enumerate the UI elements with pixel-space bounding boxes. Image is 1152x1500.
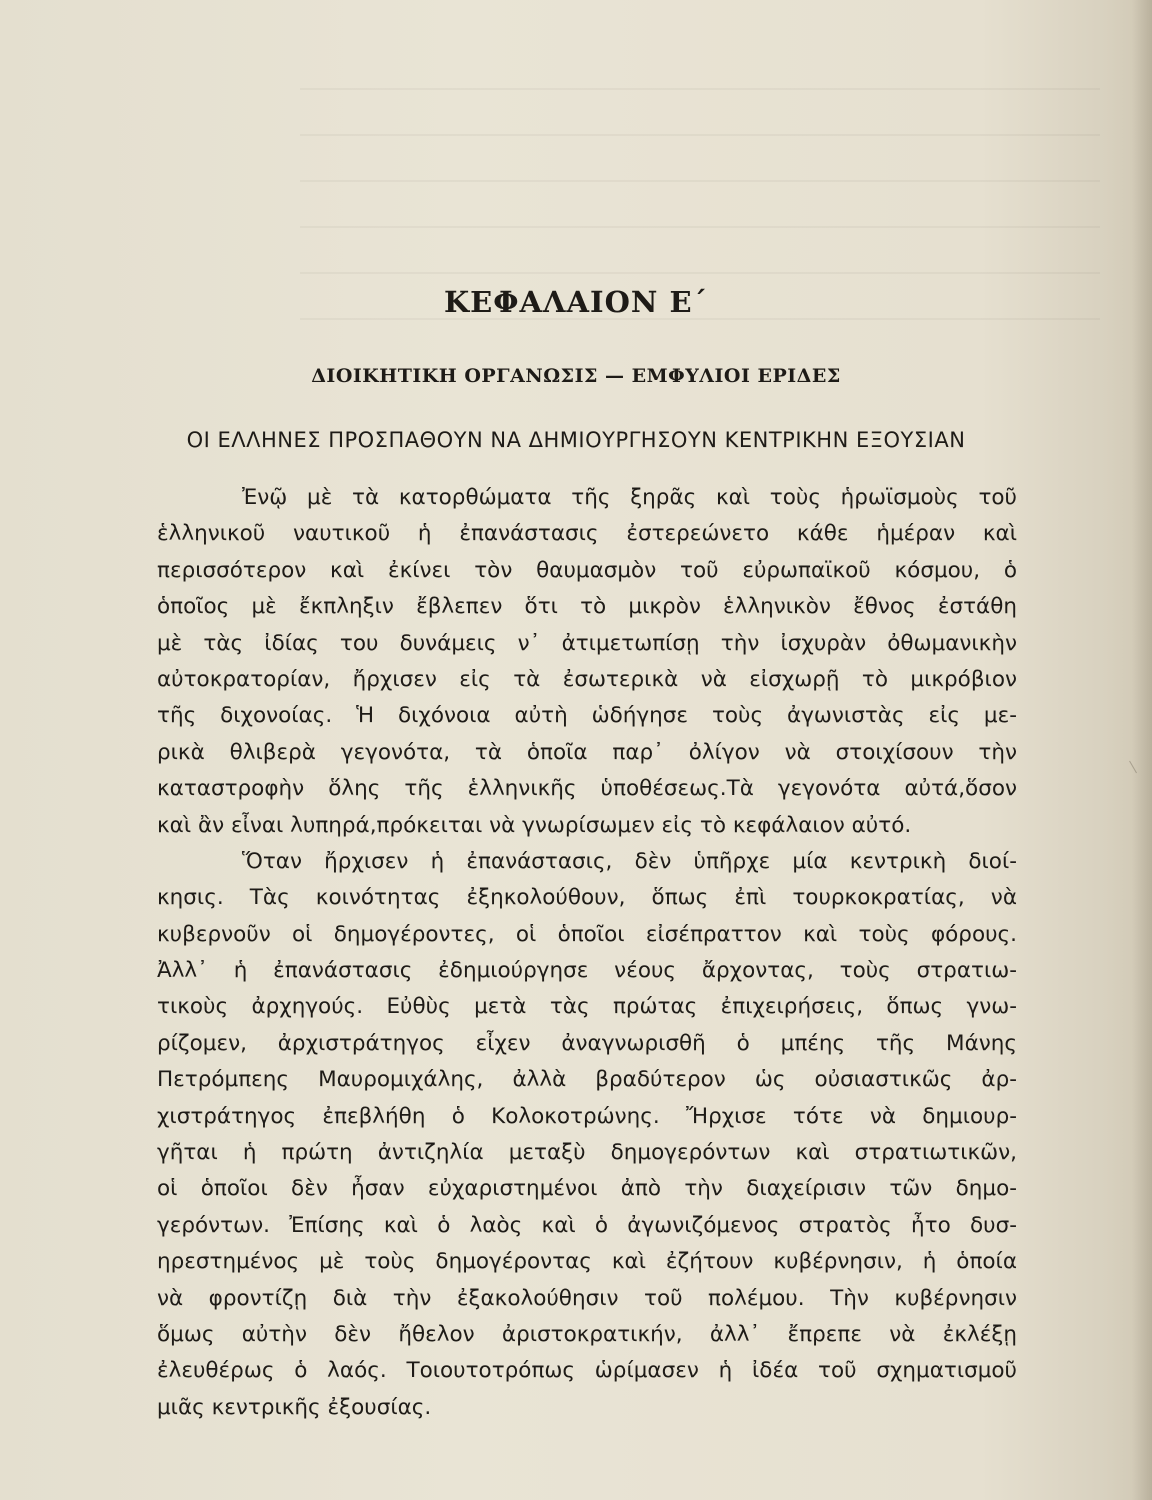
show-through-text [300,60,1100,320]
text-line: Ὅταν ἤρχισεν ἡ ἐπανάστασις, δὲν ὑπῆρχε μία κεντρικὴ διοί- [242,848,1017,874]
page-edge-shadow [1132,0,1152,1500]
text-line: περισσότερον καὶ ἐκίνει τὸν θαυμασμὸν τοῦ εὐρωπαϊκοῦ κόσμου, ὁ [157,557,1017,583]
text-line: γερόντων. Ἐπίσης καὶ ὁ λαὸς καὶ ὁ ἀγωνιζόμενος στρατὸς ἦτο δυσ- [157,1212,1017,1238]
text-line: Ἐνῷ μὲ τὰ κατορθώματα τῆς ξηρᾶς καὶ τοὺς ἡρωϊσμοὺς τοῦ [242,485,1017,510]
text-line: τικοὺς ἀρχηγούς. Εὐθὺς μετὰ τὰς πρώτας ἐπιχειρήσεις, ὅπως γνω- [157,994,1017,1020]
text-line: κησις. Τὰς κοινότητας ἐξηκολούθουν, ὅπως ἐπὶ τουρκοκρατίας, νὰ [157,885,1017,911]
text-line: χιστράτηγος ἐπεβλήθη ὁ Κολοκοτρώνης. Ἤρχισε τότε νὰ δημιουρ- [157,1103,1017,1129]
text-line: τῆς διχονοίας. Ἡ διχόνοια αὐτὴ ὡδήγησε τοὺς ἀγωνιστὰς εἰς με- [157,703,1017,729]
section-subtitle: ΟΙ ΕΛΛΗΝΕΣ ΠΡΟΣΠΑΘΟΥΝ ΝΑ ΔΗΜΙΟΥΡΓΗΣΟΥΝ ΚΕΝΤΡΙΚΗΝ ΕΞΟΥΣΙΑΝ [186,428,966,452]
text-line: ηρεστημένος μὲ τοὺς δημογέροντας καὶ ἐζήτουν κυβέρνησιν, ἡ ὁποία [157,1249,1017,1275]
text-line: καὶ ἂν εἶναι λυπηρά,πρόκειται νὰ γνωρίσωμεν εἰς τὸ κεφάλαιον αὐτό. [157,812,912,838]
text-line: κυβερνοῦν οἱ δημογέροντες, οἱ ὁποῖοι εἰσέπραττον καὶ τοὺς φόρους. [157,921,1017,947]
text-line: καταστροφὴν ὅλης τῆς ἑλληνικῆς ὑποθέσεως.Τὰ γεγονότα αὐτά,ὅσον [157,776,1017,802]
text-line: ὁποῖος μὲ ἔκπληξιν ἔβλεπεν ὅτι τὸ μικρὸν ἑλληνικὸν ἔθνος ἐστάθη [157,594,1017,620]
text-line: ὅμως αὐτὴν δὲν ἤθελον ἀριστοκρατικήν, ἀλλ᾽ ἔπρεπε νὰ ἐκλέξῃ [157,1321,1017,1347]
section-title: ΔΙΟΙΚΗΤΙΚΗ ΟΡΓΑΝΩΣΙΣ — ΕΜΦΥΛΙΟΙ ΕΡΙΔΕΣ [311,365,841,387]
text-line: μιᾶς κεντρικῆς ἐξουσίας. [157,1394,432,1420]
text-line: Ἀλλ᾽ ἡ ἐπανάστασις ἐδημιούργησε νέους ἄρχοντας, τοὺς στρατιω- [157,958,1017,984]
text-line: ρικὰ θλιβερὰ γεγονότα, τὰ ὁποῖα παρ᾽ ὀλίγον νὰ στοιχίσουν τὴν [157,739,1017,765]
text-line: ἐλευθέρως ὁ λαός. Τοιουτοτρόπως ὡρίμασεν ἡ ἰδέα τοῦ σχηματισμοῦ [157,1358,1017,1384]
text-line: μὲ τὰς ἰδίας του δυνάμεις ν᾽ ἀτιμετωπίσῃ τὴν ἰσχυρὰν ὀθωμανικὴν [157,630,1017,656]
text-line: Πετρόμπεης Μαυρομιχάλης, ἀλλὰ βραδύτερον ὡς οὐσιαστικῶς ἀρ- [157,1067,1017,1093]
text-line: νὰ φροντίζῃ διὰ τὴν ἐξακολούθησιν τοῦ πολέμου. Τὴν κυβέρνησιν [157,1285,1017,1311]
text-line: αὐτοκρατορίαν, ἤρχισεν εἰς τὰ ἐσωτερικὰ νὰ εἰσχωρῇ τὸ μικρόβιον [157,666,1017,692]
chapter-title: ΚΕΦΑΛΑΙΟΝ Ε΄ [443,285,709,319]
text-line: οἱ ὁποῖοι δὲν ἦσαν εὐχαριστημένοι ἀπὸ τὴν διαχείρισιν τῶν δημο- [157,1176,1017,1202]
text-line: ρίζομεν, ἀρχιστράτηγος εἶχεν ἀναγνωρισθῆ ὁ μπέης τῆς Μάνης [157,1030,1017,1056]
text-line: ἑλληνικοῦ ναυτικοῦ ἡ ἐπανάστασις ἐστερεώνετο κάθε ἡμέραν καὶ [157,521,1017,547]
text-line: γῆται ἡ πρώτη ἀντιζηλία μεταξὺ δημογερόντων καὶ στρατιωτικῶν, [157,1140,1017,1166]
body-text [157,480,1017,1426]
